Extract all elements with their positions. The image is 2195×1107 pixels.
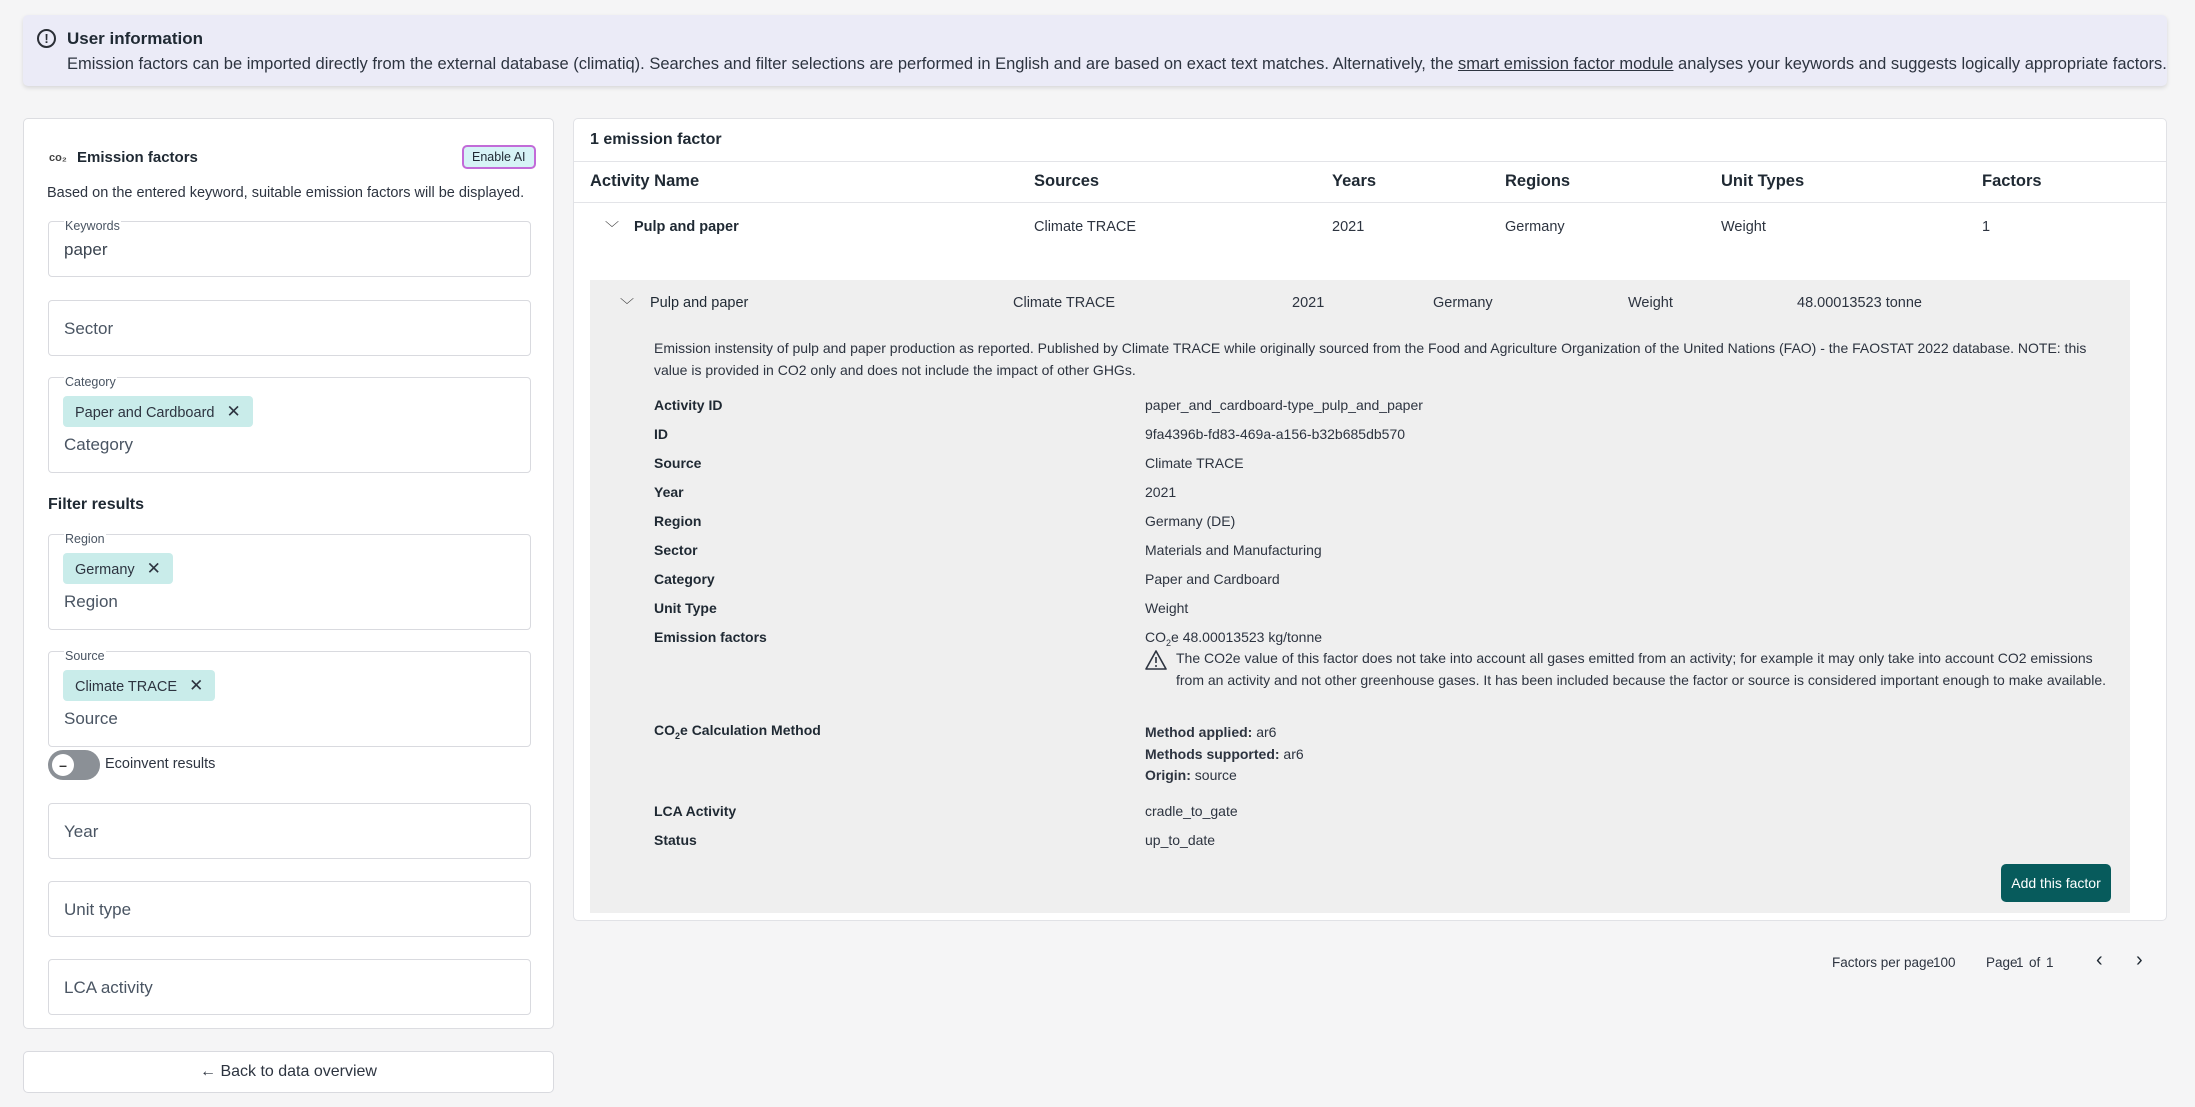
row-region: Germany [1505,219,1565,235]
arrow-left-icon: ← [200,1063,216,1080]
enable-ai-button[interactable]: Enable AI [462,145,536,169]
source-chip [63,670,215,701]
col-unit-types[interactable]: Unit Types [1721,172,1805,190]
field-value: paper_and_cardboard-type_pulp_and_paper [1145,397,1423,413]
page-label: Page [1986,955,2018,970]
category-label: Category [65,375,116,389]
sector-select[interactable] [48,300,531,356]
source-chip-label: Climate TRACE [75,679,178,695]
method-applied-label: Method applied: [1145,724,1253,740]
remove-source-icon[interactable]: ✕ [189,676,204,695]
field-value: Weight [1145,600,1189,616]
region-chip [63,553,173,584]
results-table-panel [573,118,2167,921]
field-key: Region [654,513,702,529]
page-total: 1 [2046,955,2054,970]
detail-region: Germany [1433,295,1493,311]
col-activity-name[interactable]: Activity Name [590,172,700,190]
unit-type-select[interactable] [48,881,531,937]
keywords-value: paper [64,240,108,259]
emission-factors-key: Emission factors [654,629,767,645]
source-placeholder: Source [64,709,118,728]
ecoinvent-label: Ecoinvent results [105,756,216,772]
col-years[interactable]: Years [1332,172,1377,190]
warning-text: The CO2e value of this factor does not take into account all gases emitted from an activity; for example it may only take into account CO2 emissions from an activity and not other greenhouse gases. It has been included because the factor or source is considered important enough to make available. [1176,650,2107,688]
emission-factor-search-panel [23,118,554,1029]
field-key: Activity ID [654,397,723,413]
field-value: 2021 [1145,484,1177,500]
methods-supported: ar6 [1279,745,1304,762]
divider [574,202,2166,203]
chevron-right-icon[interactable]: › [2136,949,2143,971]
detail-factor: 48.00013523 tonne [1797,295,1922,311]
factor-detail [590,280,2130,913]
region-chip-label: Germany [75,562,135,578]
field-value: Germany (DE) [1145,513,1236,529]
year-placeholder: Year [64,822,99,841]
origin: source [1190,767,1237,783]
lca-activity-key: LCA Activity [654,803,737,819]
page-current[interactable]: 1 [2016,955,2024,970]
category-select[interactable] [48,377,531,473]
detail-source: Climate TRACE [1013,295,1116,311]
field-key: Unit Type [654,600,717,616]
lca-activity-placeholder: LCA activity [64,978,153,997]
ecoinvent-toggle[interactable] [48,750,100,780]
status-value: up_to_date [1145,832,1216,848]
field-value: Climate TRACE [1145,455,1244,471]
detail-activity: Pulp and paper [650,295,749,311]
col-regions[interactable]: Regions [1505,172,1571,190]
sector-placeholder: Sector [64,319,114,338]
panel-description: Based on the entered keyword, suitable emission factors will be displayed. [47,185,525,201]
banner-text [67,55,2167,74]
remove-region-icon[interactable]: ✕ [146,559,161,578]
smart-module-link[interactable]: smart emission factor module [1457,55,1674,73]
user-info-banner [23,15,2167,86]
source-label: Source [65,649,105,663]
category-chip [63,396,253,427]
add-factor-button[interactable]: Add this factor [2001,864,2111,902]
year-select[interactable] [48,803,531,859]
category-placeholder: Category [64,435,133,454]
calc-subscript: 2 [675,730,681,741]
filter-results-heading: Filter results [48,496,145,513]
chevron-left-icon[interactable]: ‹ [2096,949,2103,971]
keywords-input[interactable] [48,221,531,277]
origin-label: Origin: [1145,767,1191,783]
field-value: 9fa4396b-fd83-469a-a156-b32b685db570 [1145,426,1406,442]
field-key: Source [654,455,702,471]
chevron-down-icon[interactable]: ﹀ [620,297,634,313]
row-factors: 1 [1982,219,1991,235]
unit-type-placeholder: Unit type [64,900,132,919]
banner-text-before: Emission factors can be imported directly from the external database (climatiq). Searches and filter selections are performed in English and are based on exact text matches. Alternatively, the [67,55,1458,73]
warning-icon [1145,650,1167,670]
region-select[interactable] [48,534,531,630]
source-select[interactable] [48,651,531,747]
calc-method-key [654,722,821,741]
detail-unit-type: Weight [1628,295,1673,311]
co2-icon: co₂ [49,152,67,164]
col-sources[interactable]: Sources [1034,172,1100,190]
chevron-down-icon[interactable]: ﹀ [605,220,619,236]
status-key: Status [654,832,697,848]
co2-prefix: CO [1145,629,1166,645]
back-to-overview-button[interactable] [23,1051,554,1093]
co2-subscript: 2 [1166,637,1172,648]
region-placeholder: Region [64,592,118,611]
info-icon: ! [37,29,56,48]
field-key: ID [654,426,668,442]
region-label: Region [65,532,105,546]
banner-text-after: analyses your keywords and suggests logically appropriate factors. [1673,55,2167,73]
per-page-select[interactable]: 100 [1933,955,1956,970]
row-unit-type: Weight [1721,219,1766,235]
field-key: Sector [654,542,698,558]
keywords-label: Keywords [65,219,120,233]
methods-supported-label: Methods supported: [1145,745,1280,762]
lca-activity-value: cradle_to_gate [1145,803,1238,819]
field-key: Category [654,571,715,587]
calc-method-value [1145,722,1304,787]
emission-value: e 48.00013523 kg/tonne [1171,629,1323,645]
method-applied: ar6 [1252,724,1277,740]
result-count: 1 emission factor [590,131,722,148]
divider [574,161,2166,162]
field-key: Year [654,484,684,500]
banner-title: User information [67,29,204,48]
calc-prefix: CO [654,722,675,738]
detail-year: 2021 [1292,295,1325,311]
factor-description: Emission instensity of pulp and paper production as reported. Published by Climate TRACE while originally sourced from the Food and Agriculture Organization of the United Nations (FAO) - the FAOSTAT 2022 database. NOTE: this value is provided in CO2 only and does not include the impact of other GHGs. [654,340,2087,378]
toggle-knob-icon: – [52,754,74,776]
category-chip-label: Paper and Cardboard [75,405,215,421]
per-page-label: Factors per page [1832,955,1935,970]
calc-suffix: e Calculation Method [680,722,821,738]
panel-title: Emission factors [77,149,198,166]
lca-activity-select[interactable] [48,959,531,1015]
row-activity: Pulp and paper [634,219,739,235]
remove-category-icon[interactable]: ✕ [226,402,241,421]
back-button-label: Back to data overview [220,1063,377,1080]
row-year: 2021 [1332,219,1365,235]
emission-factors-value [1145,629,1322,648]
col-factors[interactable]: Factors [1982,172,2042,190]
field-value: Paper and Cardboard [1145,571,1280,587]
page-of-label: of [2029,955,2041,970]
row-source: Climate TRACE [1034,219,1137,235]
field-value: Materials and Manufacturing [1145,542,1322,558]
